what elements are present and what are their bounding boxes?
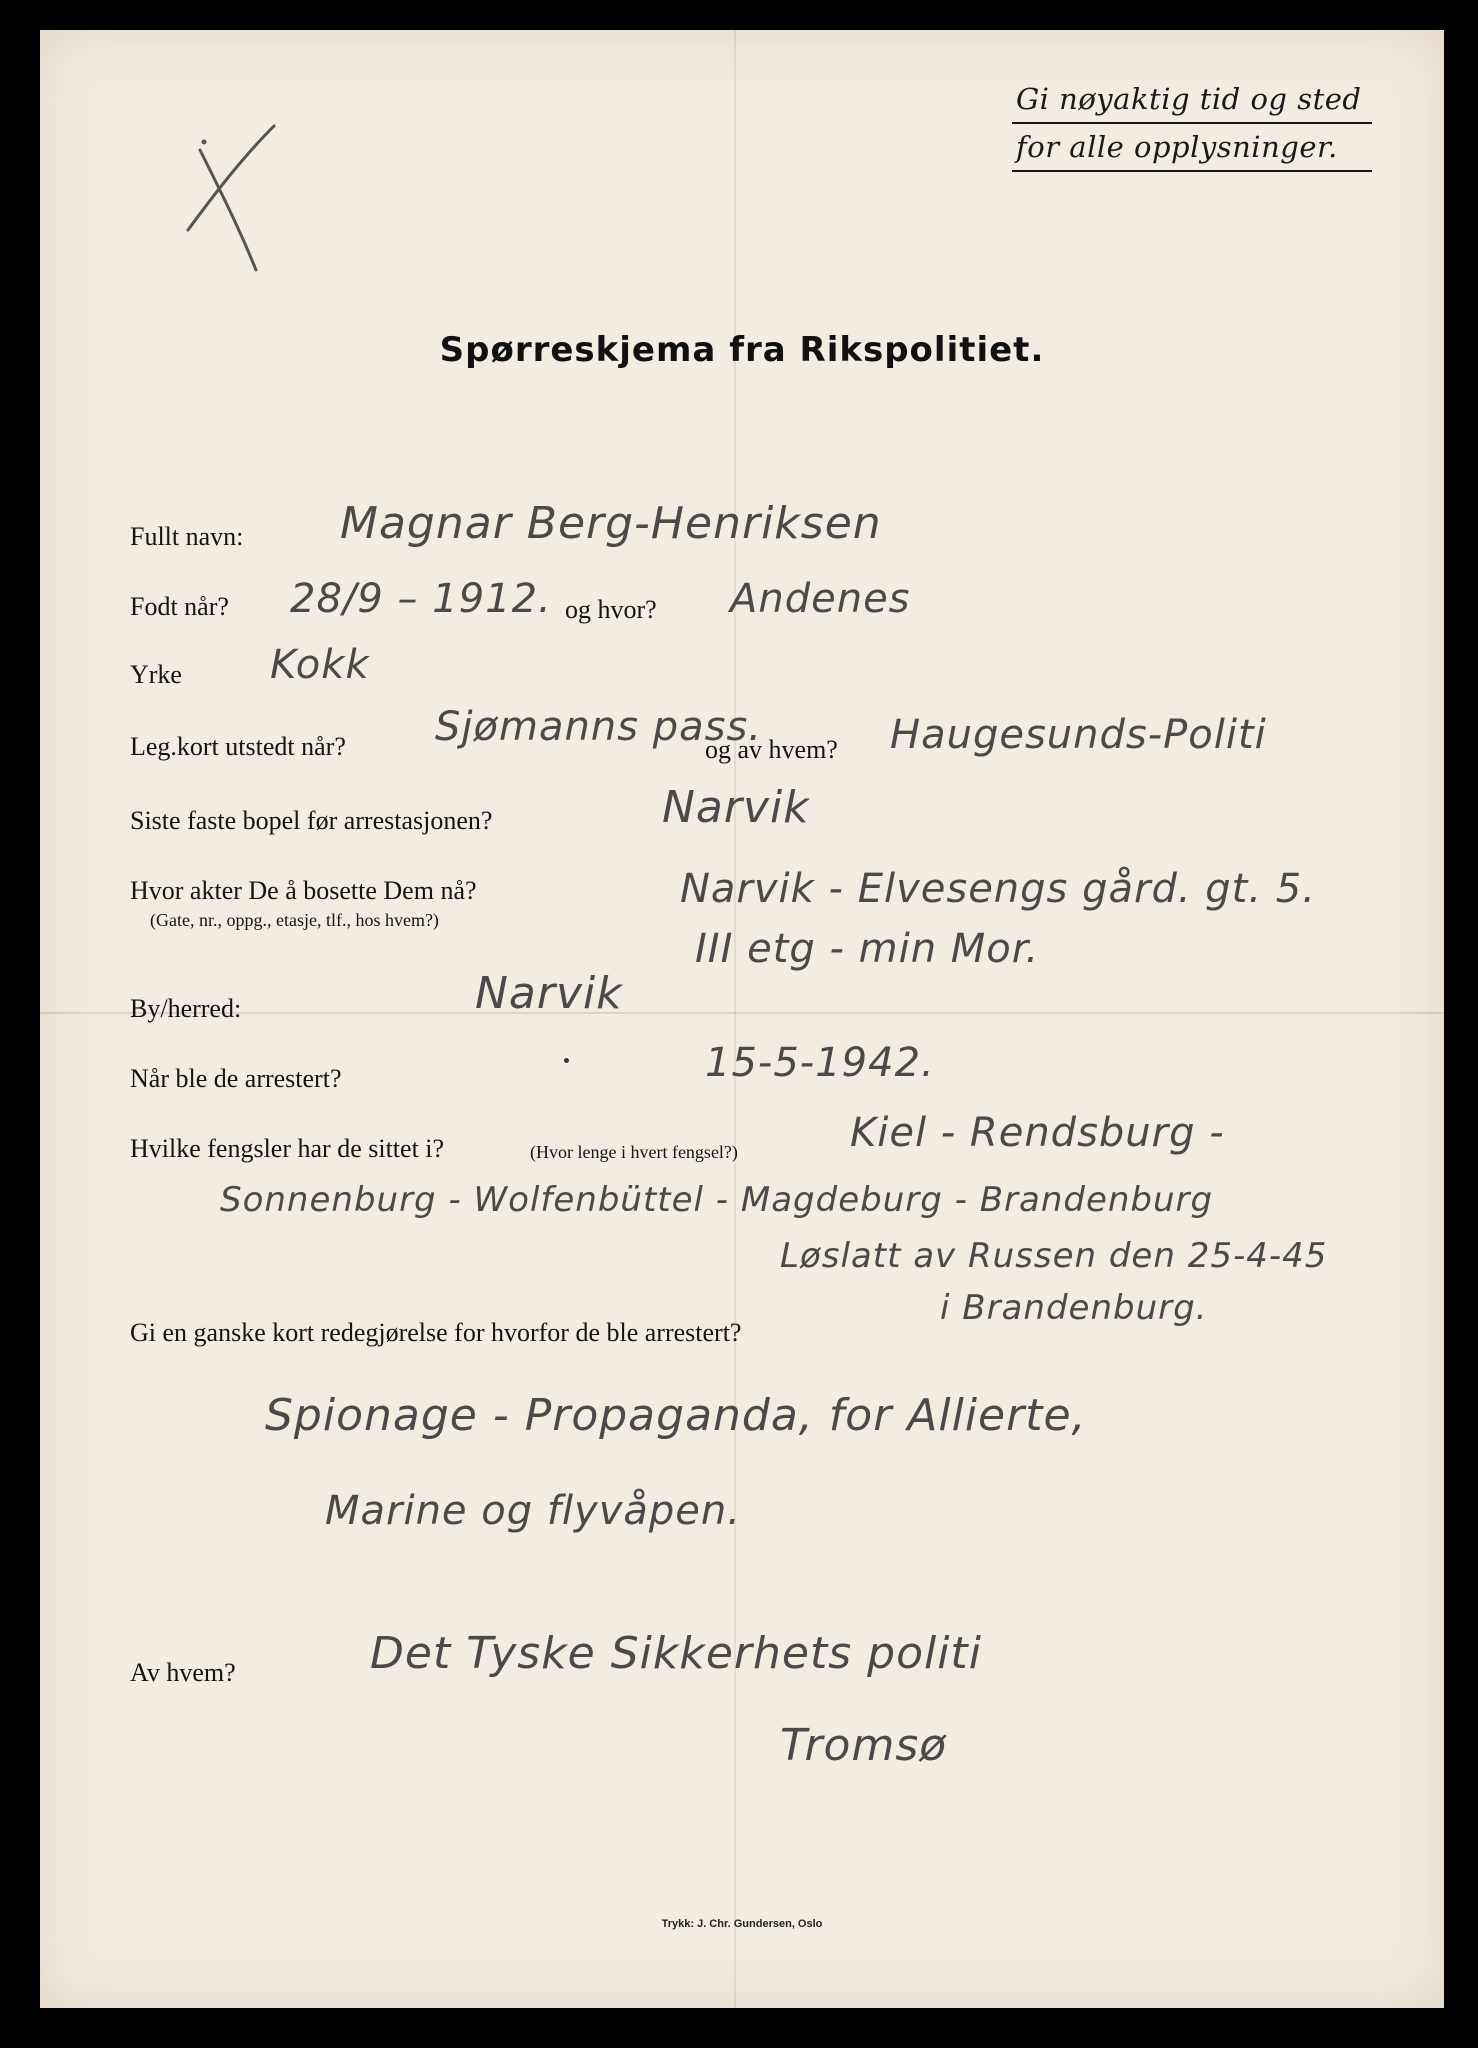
label-arrested-by: Av hvem? — [130, 1658, 236, 1687]
value-id-issued-when: Sjømanns pass. — [435, 704, 763, 750]
label-full-name: Fullt navn: — [130, 522, 244, 551]
notice-box — [1012, 80, 1372, 172]
sublabel-settle-where: (Gate, nr., oppg., etasje, tlf., hos hvem?) — [150, 910, 439, 930]
value-arrested-by-line2: Tromsø — [780, 1720, 948, 1771]
value-arrested-by-line1: Det Tyske Sikkerhets politi — [370, 1628, 982, 1679]
value-arrest-reason-line1: Spionage - Propaganda, for Allierte, — [265, 1390, 1087, 1441]
value-id-issued-by: Haugesunds-Politi — [890, 712, 1267, 758]
value-born-where: Andenes — [730, 576, 911, 622]
value-occupation: Kokk — [270, 642, 370, 688]
sublabel-prisons: (Hvor lenge i hvert fengsel?) — [530, 1142, 738, 1162]
label-last-residence: Siste faste bopel før arrestasjonen? — [130, 806, 493, 835]
pencil-dot — [564, 1058, 569, 1063]
label-id-issued-by: og av hvem? — [705, 735, 838, 764]
value-settle-where-line2: III etg - min Mor. — [695, 926, 1040, 972]
form-sheet — [40, 30, 1444, 2008]
value-prisons-line2: Sonnenburg - Wolfenbüttel - Magdeburg - Brandenburg — [220, 1180, 1214, 1220]
label-born-when: Fodt når? — [130, 592, 229, 621]
label-settle-where: Hvor akter De å bosette Dem nå? — [130, 876, 477, 905]
fold-line-horizontal — [40, 1012, 1444, 1014]
value-full-name: Magnar Berg-Henriksen — [340, 498, 882, 549]
label-arrest-reason: Gi en ganske kort redegjørelse for hvorfor de ble arrestert? — [130, 1318, 742, 1347]
x-mark-icon — [170, 120, 310, 280]
value-prisons-line3: Løslatt av Russen den 25-4-45 — [780, 1236, 1328, 1276]
label-arrest-date: Når ble de arrestert? — [130, 1064, 342, 1093]
value-settle-where-line1: Narvik - Elvesengs gård. gt. 5. — [680, 866, 1316, 912]
label-prisons: Hvilke fengsler har de sittet i? — [130, 1134, 445, 1163]
notice-line-2: for alle opplysninger. — [1012, 128, 1372, 172]
value-prisons-line1: Kiel - Rendsburg - — [850, 1110, 1225, 1156]
value-city: Narvik — [475, 968, 623, 1019]
value-last-residence: Narvik — [662, 782, 810, 833]
label-city: By/herred: — [130, 994, 242, 1023]
label-born-where: og hvor? — [565, 595, 657, 624]
value-arrest-date: 15-5-1942. — [705, 1040, 935, 1086]
label-occupation: Yrke — [130, 660, 182, 689]
form-title: Spørreskjema fra Rikspolitiet. — [439, 330, 1045, 370]
notice-line-1: Gi nøyaktig tid og sted — [1012, 80, 1372, 124]
value-born-when: 28/9 – 1912. — [290, 576, 552, 622]
fold-line-vertical — [734, 30, 736, 2008]
label-id-issued-when: Leg.kort utstedt når? — [130, 732, 346, 761]
value-arrest-reason-line2: Marine og flyvåpen. — [325, 1488, 741, 1534]
value-prisons-line4: i Brandenburg. — [940, 1288, 1208, 1328]
printer-imprint: Trykk: J. Chr. Gundersen, Oslo — [661, 1918, 823, 1930]
